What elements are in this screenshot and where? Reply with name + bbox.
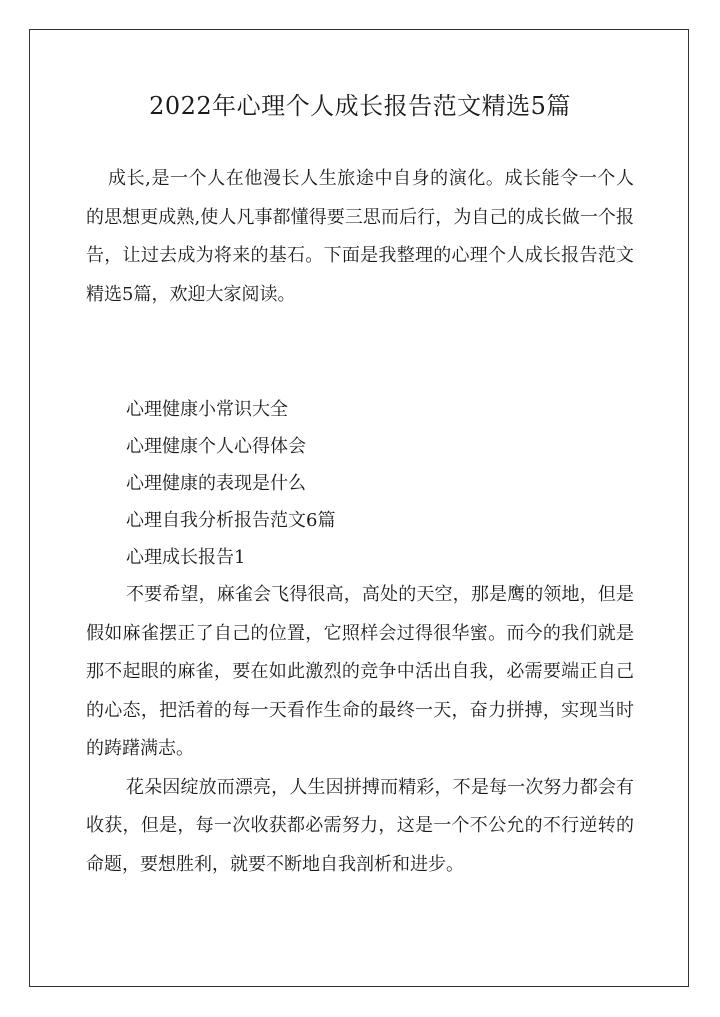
related-link-item[interactable]: 心理自我分析报告范文6篇 xyxy=(126,510,336,531)
body-paragraph: 不要希望，麻雀会飞得很高，高处的天空，那是鹰的领地，但是假如麻雀摆正了自己的位置，它照样会过得很华蜜。而今的我们就是那不起眼的麻雀，要在如此激烈的竞争中活出自我，必需要端正自己的心态，把活着的每一天看作生命的最终一天，奋力拼搏，实现当时的踌躇满志。 xyxy=(86,584,634,759)
body-paragraph: 花朵因绽放而漂亮，人生因拼搏而精彩，不是每一次努力都会有收获，但是，每一次收获都必需努力，这是一个不公允的不行逆转的命题，要想胜利，就要不断地自我剖析和进步。 xyxy=(86,776,634,875)
intro-paragraph: 成长,是一个人在他漫长人生旅途中自身的演化。成长能令一个人的思想更成熟,使人凡事都懂得要三思而后行，为自己的成长做一个报告，让过去成为将来的基石。下面是我整理的心理个人成长报告范文精选5篇，欢迎大家阅读。 xyxy=(86,168,634,305)
section-heading: 心理成长报告1 xyxy=(126,547,246,568)
related-link-item[interactable]: 心理健康的表现是什么 xyxy=(126,473,306,494)
related-link-item[interactable]: 心理健康小常识大全 xyxy=(126,399,288,420)
document-body xyxy=(86,160,634,884)
related-links-list xyxy=(86,391,634,539)
related-link-item[interactable]: 心理健康个人心得体会 xyxy=(126,436,306,457)
document-title: 2022年心理个人成长报告范文精选5篇 xyxy=(149,92,571,120)
